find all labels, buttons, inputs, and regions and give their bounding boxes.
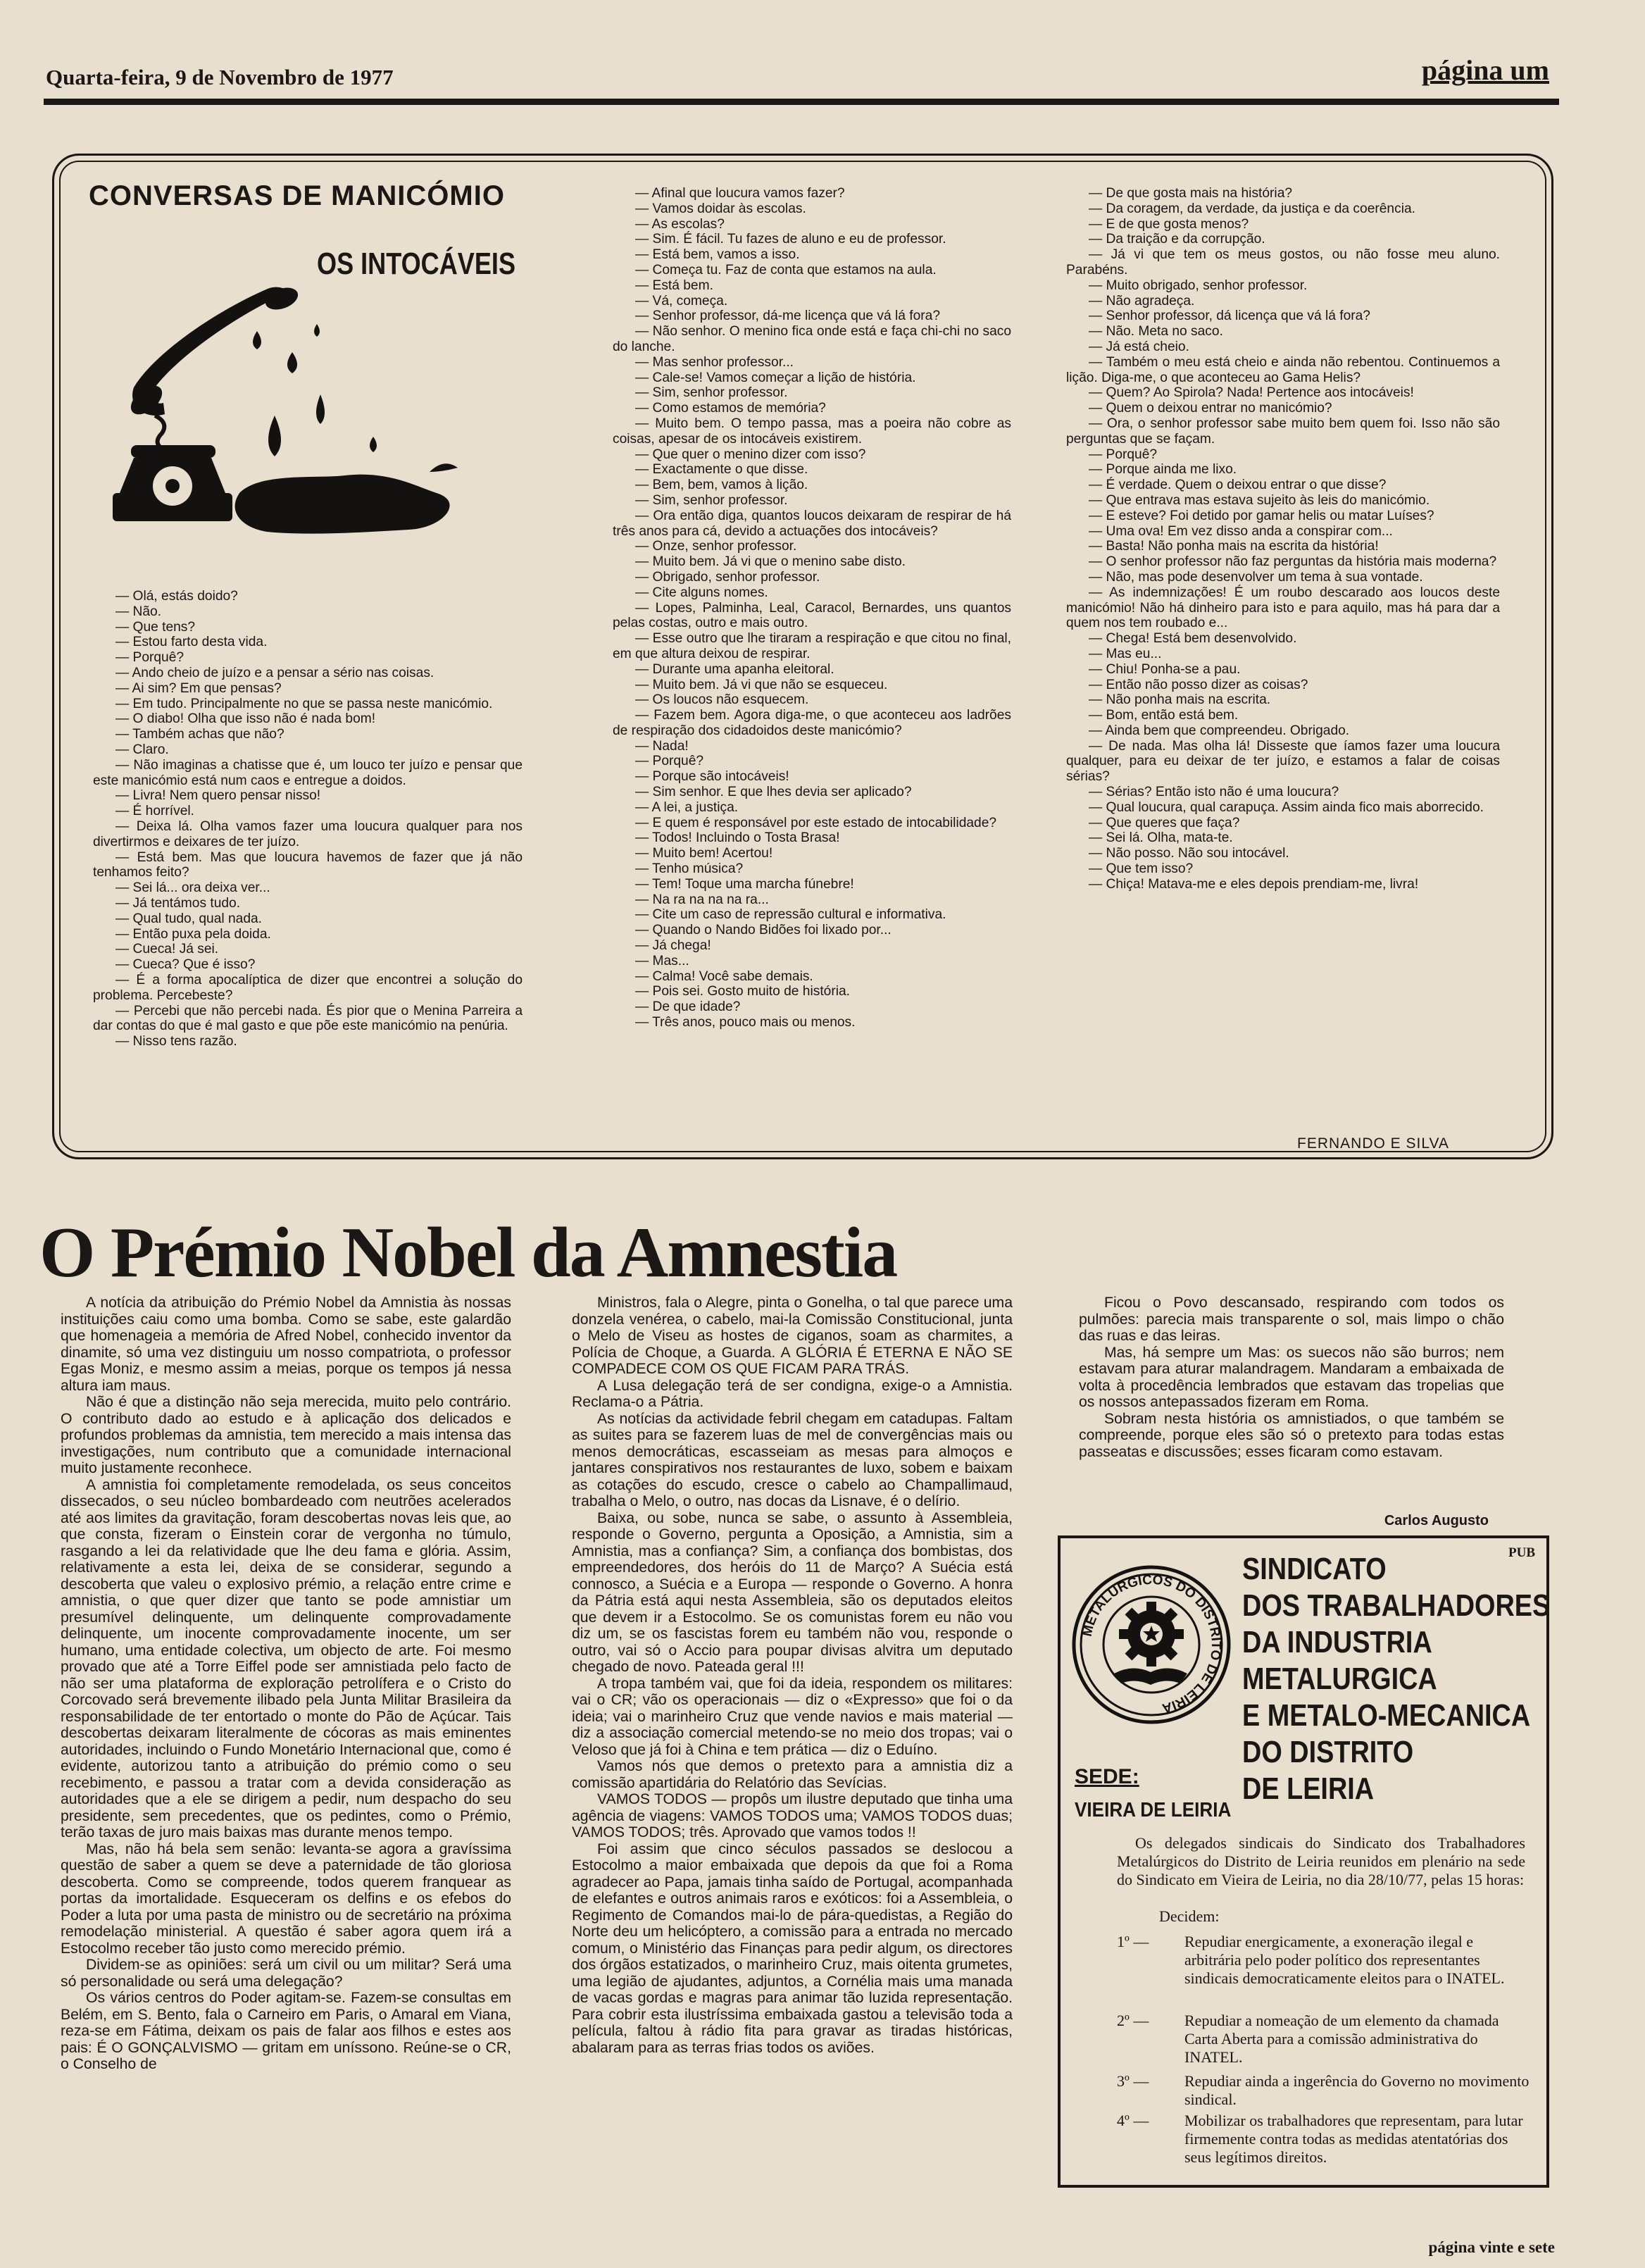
article-paragraph: Mas, há sempre um Mas: os suecos não são burros; nem estavam para aturar malandragem. Mandaram a embaixada de volta à procedência lembrados que estavam das tropelias que os nossos antepassados fizeram em Roma. [1079,1344,1504,1410]
dialogue-line: — Quem o deixou entrar no manicómio? [1089,401,1332,416]
dialogue-line: — Sim senhor. E que lhes devia ser aplicado? [635,785,912,800]
dialogue-line: — Deixa lá. Olha vamos fazer uma loucura qualquer para nos divertirmos e deixares de ter juízo. [93,818,523,849]
ad-decision-item [1117,1933,1532,1988]
article-column-3 [1079,1295,1504,1460]
ad-item-number: 4º — [1117,2112,1149,2129]
ad-title-line: DO DISTRITO [1242,1735,1414,1769]
dialogue-line: — O diabo! Olha que isso não é nada bom! [115,711,376,727]
ad-decision-item [1117,2112,1532,2167]
dialogue-line: — Sim, senhor professor. [635,492,788,508]
dialogue-line: — Mas... [635,953,689,968]
dialogue-line: — Não agradeça. [1089,293,1195,309]
dialogue-line: — Está bem. [635,278,713,293]
dialogue-line: — Senhor professor, dá-me licença que vá lá fora? [635,309,941,324]
dialogue-line: — Chega! Está bem desenvolvido. [1089,631,1297,647]
dialogue-line: — Que entrava mas estava sujeito às leis do manicómio. [1089,492,1430,508]
dialogue-line: — Porque ainda me lixo. [1089,462,1237,478]
dialogue-line: — Que tem isso? [1089,861,1194,877]
dialogue-line: — Quando o Nando Bidões foi lixado por... [635,923,892,938]
dialogue-line: — Afinal que loucura vamos fazer? [635,186,845,201]
dialogue-line: — É horrível. [115,804,194,819]
ad-title-line: METALURGICA [1242,1662,1437,1696]
dialogue-line: — Como estamos de memória? [635,401,826,416]
dialogue-line: — Sei lá... ora deixa ver... [115,880,270,896]
dialogue-line: — Claro. [115,742,169,757]
dialogue-line: — Basta! Não ponha mais na escrita da história! [1089,539,1379,554]
article-paragraph: A tropa também vai, que foi da ideia, respondem os militares: vai o CR; vão os operacionais — diz o «Expresso» que foi o da ideia; vai o marinheiro Cruz que vende navios e mais material — diz a associação comercial metendo-se no meio dos tropas; vai o Veloso que já foi à China e tem prática — diz o Eduíno. [572,1675,1013,1758]
dialogue-line: — Cale-se! Vamos começar a lição de história. [635,370,916,385]
dialogue-line: — Mas eu... [1089,646,1162,661]
dialogue-line: — Então não posso dizer as coisas? [1089,677,1308,692]
dialogue-line: — E de que gosta menos? [1089,216,1249,232]
dialogue-line: — As escolas? [635,216,725,232]
header-date: Quarta-feira, 9 de Novembro de 1977 [46,65,394,89]
dialogue-line: — Cueca! Já sei. [115,942,219,957]
dialogue-line: — Esse outro que lhe tiraram a respiração e que citou no final, em que altura deixou de respirar. [613,631,1011,661]
dialogue-line: — Durante uma apanha eleitoral. [635,661,834,677]
dialogue-line: — Está bem. Mas que loucura havemos de fazer que já não tenhamos feito? [93,849,523,880]
dialogue-line: — Todos! Incluindo o Tosta Brasa! [635,830,840,846]
ad-decide-label: Decidem: [1159,1907,1220,1925]
article-paragraph: Ministros, fala o Alegre, pinta o Gonelha, o tal que parece uma donzela venérea, o cabelo, mai-la Comissão Constitucional, junta o Melo de Viseu as hostes de ciganos, soam as charmites, a Polícia de Choque, a Guarda. A GLÓRIA É ETERNA E NÃO SE COMPADECE COM OS QUE FICAM PARA TRÁS. [572,1295,1013,1377]
dialogue-line: — Quem? Ao Spirola? Nada! Pertence aos intocáveis! [1089,385,1414,401]
ad-item-text: Mobilizar os trabalhadores que representam, para lutar firmemente contra todas as medidas atentatórias dos seus legítimos direitos. [1184,2112,1523,2166]
dialogue-line: — Livra! Nem quero pensar nisso! [115,788,321,804]
dialogue-line: — Porquê? [115,650,184,666]
dialogue-line: — Não. [115,604,162,619]
dialogue-line: — Uma ova! Em vez disso anda a conspirar com... [1089,523,1393,539]
dialogue-line: — Exactamente o que disse. [635,462,808,478]
union-emblem-icon [1070,1564,1232,1726]
dialogue-line: — Que queres que faça? [1089,815,1240,830]
dialogue-line: — Cite alguns nomes. [635,585,768,600]
dialogue-line: — Chiça! Matava-me e eles depois prendiam-me, livra! [1089,876,1419,892]
ad-title-line: DA INDUSTRIA [1242,1625,1432,1659]
dialogue-line: — Muito bem. Já vi que não se esqueceu. [635,677,888,692]
article-paragraph: A Lusa delegação terá de ser condigna, exige-o a Amnistia. Reclama-o a Pátria. [572,1377,1013,1410]
dialogue-line: — Cueca? Que é isso? [115,957,256,973]
ad-decision-item [1117,2072,1532,2109]
dialogue-line: — Também o meu está cheio e ainda não rebentou. Continuemos a lição. Diga-me, o que aconteceu ao Gama Helis? [1066,354,1500,385]
dialogue-line: — Muito obrigado, senhor professor. [1089,278,1308,293]
dialogue-line: — Olá, estás doido? [115,589,238,604]
article-paragraph: Os vários centros do Poder agitam-se. Fazem-se consultas em Belém, em S. Bento, fala o Carneiro em Paris, o Amaral em Viana, reza-se em Fátima, deixam os pais de falar aos filhos e estes aos pais: É O GONÇALVISMO — gritam em uníssono. Reúne-se o CR, o Conselho de [61,1990,511,2072]
dialogue-line: — Lopes, Palminha, Leal, Caracol, Bernardes, uns quantos pelas costas, outro e mais outro. [613,600,1011,631]
header-rule [44,99,1559,105]
article-paragraph: Baixa, ou sobe, nunca se sabe, o assunto à Assembleia, responde o Governo, pergunta a Oposição, a Amnistia, sim a Amnistia, mas a confiança? Sim, a confiança dos bombistas, dos empreendedores, dos heróis do 11 de Março? A Suécia está connosco, a Suécia e a Europa — responde o Governo. A honra da Pátria está aqui nesta Assembleia, são os deputados eleitos que devem ir a Estocolmo. Se os comunistas forem eu não vou diz um, se os fascistas forem eu também não vou, responde o outro, vai só o Accio para poupar divisas alvitra um deputado chegado de novo. Pateada geral !!! [572,1509,1013,1675]
ad-sede-place: VIEIRA DE LEIRIA [1075,1799,1232,1821]
article-paragraph: Sobram nesta história os amnistiados, o que também se compreende, porque eles são só o pretexto para todas estas passeatas e discussões; esses ficaram como estavam. [1079,1410,1504,1460]
ad-item-number: 1º — [1117,1933,1149,1950]
article-paragraph: VAMOS TODOS — propôs um ilustre deputado que tinha uma agência de viagens: VAMOS TODOS uma; VAMOS TODOS duas; VAMOS TODOS; três. Aprovado que vamos todos !! [572,1791,1013,1840]
dialogue-line: — Não imaginas a chatisse que é, um louco ter juízo e pensar que este manicómio está num caos e entregue a doidos. [93,757,523,788]
dialogue-line: — Ora então diga, quantos loucos deixaram de respirar de há três anos para cá, devido a actuações dos intocáveis? [613,508,1011,539]
dialogue-line: — Da coragem, da verdade, da justiça e da coerência. [1089,201,1415,216]
article-paragraph: As notícias da actividade febril chegam em catadupas. Faltam as suites para se fazerem luas de mel de convergências mais ou menos democráticas, escasseiam as mesas para almoços e jantares conspirativos nos restaurantes de luxo, sobem e baixam as cotações do escudo, cresce o cabelo ao Champallimaud, trabalha o Melo, o outro, nas docas da Lisnave, é o delírio. [572,1410,1013,1509]
dialogue-line: — Sérias? Então isto não é uma loucura? [1089,785,1339,800]
article-paragraph: Mas, não há bela sem senão: levanta-se agora a gravíssima questão de saber a quem se deve a paternidade de tão gloriosa descoberta. Como se compreende, todos querem franquear as portas da imortalidade. Esqueceram os delfins e os efebos do Poder a luta por uma pasta de ministro ou de secretário na próxima remodelação ministerial. A questão é saber agora quem irá a Estocolmo receber tão justo como merecido prémio. [61,1840,511,1957]
dialogue-line: — É a forma apocalíptica de dizer que encontrei a solução do problema. Percebeste? [93,972,523,1003]
dialogue-line: — Em tudo. Principalmente no que se passa neste manicómio. [115,696,493,711]
dialogue-line: — Mas senhor professor... [635,354,794,370]
telephone-illustration [106,282,549,563]
article-paragraph: A amnistia foi completamente remodelada, os seus conceitos dissecados, o seu núcleo bombardeado com neutrões acelerados até aos limites da gravitação, foram descobertas novas leis que, ao que consta, fizeram o Einstein corar de vergonha no túmulo, rasgando a lei da relatividade que lhe deu fama e glória. Assim, relativamente a esta lei, deixa de se considerar, segundo a descoberta que valeu o explosivo prémio, a relação entre crime e amnistia, o que quer dizer que tanto se pode amnistiar um presumível delinquente, um delinquente comprovadamente delinquente, um inocente comprovadamente inocente, um ser humano, uma entidade colectiva, um objecto de arte. Foi mesmo provado que até a Torre Eiffel pode ser amnistiada pelo facto de não ser uma plataforma de exploração petrolífera e o Cristo do Corcovado será brevemente ilibado pela Junta Militar Brasileira da responsabilidade de ter entortado o monte do Pão de Açúcar. Tais descobertas deixaram literalmente de cócoras as mais eminentes autoridades, incluindo o Fundo Monetário Internacional que, como é evidente, autorizou tanto a atribuição do prémio como o seu recebimento, e passou a tratar com a devida consideração as autoridades que a ele se dirigem a pedir, num despacho do seu presidente, sem precedentes, que os pedintes, como o Prémio, terão taxas de juro mais baixas mas durante menos tempo. [61,1476,511,1840]
dialogue-line: — De nada. Mas olha lá! Disseste que íamos fazer uma loucura qualquer, para eu deixar de ter juízo, e estamos a falar de coisas sérias? [1066,738,1500,785]
dialogue-line: — Três anos, pouco mais ou menos. [635,1015,856,1030]
header-page-label: página um [1421,54,1549,86]
dialogue-line: — Vá, começa. [635,293,728,309]
ad-title-line: SINDICATO [1242,1552,1387,1586]
dialogue-line: — Não ponha mais na escrita. [1089,692,1271,708]
dialogue-line: — Nisso tens razão. [115,1034,237,1049]
dialogue-line: — Não. Meta no saco. [1089,324,1223,339]
dialogue-line: — Também achas que não? [115,727,284,742]
dialogue-line: — Já chega! [635,938,711,954]
box-title: CONVERSAS DE MANICÓMIO [89,180,505,211]
ad-item-number: 2º — [1117,2012,1149,2029]
dialogue-line: — Que quer o menino dizer com isso? [635,447,866,462]
dialogue-line: — Sim, senhor professor. [635,385,788,401]
box-dialogue-column-3 [1066,186,1500,892]
article-paragraph: Foi assim que cinco séculos passados se deslocou a Estocolmo a maior embaixada que depois da que foi a Roma agradecer ao Papa, jamais tinha saído de Portugal, acompanhada de elefantes e outros animais raros e exóticos: foi a Assembleia, o Regimento de Comandos mai-lo de pára-quedistas, a Região do Norte deu um helicóptero, a comissão para a entrada no mercado comum, o Ministério das Finanças para pedir algum, os directores dos órgãos estatizados, o marinheiro Cruz, mais oitenta grumetes, uma legião de ajudantes, adjuntos, a Cornélia mais uma manada de vacas gordas e magras para animar tão luzida representação. Para cobrir esta ilustríssima embaixada gastou a televisão toda a película, faltou à rádio fita para gravar as tiradas históricas, abalaram para as terras frias todos os aviões. [572,1840,1013,2056]
dialogue-line: — Qual tudo, qual nada. [115,911,263,926]
dialogue-line: — Sei lá. Olha, mata-te. [1089,830,1233,846]
dialogue-line: — Porquê? [635,754,704,769]
ad-pub-label: PUB [1508,1545,1535,1560]
article-headline: O Prémio Nobel da Amnestia [39,1213,897,1292]
dialogue-line: — Onze, senhor professor. [635,539,797,554]
dialogue-line: — Já vi que tem os meus gostos, ou não fosse meu aluno. Parabéns. [1066,247,1500,278]
dialogue-line: — Já tentámos tudo. [115,895,241,911]
dialogue-line: — Muito bem! Acertou! [635,846,773,861]
ad-item-text: Repudiar energicamente, a exoneração ilegal e arbitrária pelo poder político dos representantes sindicais democraticamente eleitos para o INATEL. [1184,1933,1505,1987]
ad-title-line: E METALO-MECANICA [1242,1698,1531,1733]
dialogue-line: — Calma! Você sabe demais. [635,968,813,984]
dialogue-line: — Bom, então está bem. [1089,708,1239,723]
dialogue-line: — Cite um caso de repressão cultural e informativa. [635,907,946,923]
ad-item-text: Repudiar a nomeação de um elemento da chamada Carta Aberta para a comissão administrativa do INATEL. [1184,2012,1499,2066]
article-paragraph: Não é que a distinção não seja merecida, muito pelo contrário. O contributo dado ao estudo e à aplicação dos delicados e profundos problemas da amnistia, tem merecido a mais intensa das investigações, num contributo que a comunidade internacional muito justamente reconhece. [61,1394,511,1476]
article-paragraph: A notícia da atribuição do Prémio Nobel da Amnistia às nossas instituições caiu como uma bomba. Como se sabe, este galardão que homenageia a memória de Afred Nobel, conhecido inventor da dinamite, só uma vez distinguiu um nosso compatriota, o professor Egas Moniz, e mesmo assim a meias, porque os tempos já nessa altura iam maus. [61,1295,511,1394]
dialogue-line: — E esteve? Foi detido por gamar helis ou matar Luíses? [1089,508,1434,523]
article-paragraph: Ficou o Povo descansado, respirando com todos os pulmões: parecia mais transparente o sol, mais limpo o chão das ruas e das leiras. [1079,1295,1504,1344]
dialogue-line: — As indemnizações! É um roubo descarado aos loucos deste manicómio! Não há dinheiro para isto e para aquilo, mas há para dar a quem nos tem roubado e... [1066,585,1500,631]
emblem-ring-text: METALURGICOS DO DISTRITO DE LEIRIA [1080,1572,1224,1716]
dialogue-line: — Não, mas pode desenvolver um tema à sua vontade. [1089,569,1423,585]
dialogue-line: — A lei, a justiça. [635,799,739,815]
ad-sede-label: SEDE: [1075,1765,1139,1788]
dialogue-line: — Fazem bem. Agora diga-me, o que aconteceu aos ladrões de respiração dos cidadoidos deste manicómio? [613,708,1011,738]
dialogue-line: — Qual loucura, qual carapuça. Assim ainda fico mais aborrecido. [1089,799,1484,815]
dialogue-line: — Está bem, vamos a isso. [635,247,800,263]
dialogue-line: — Não posso. Não sou intocável. [1089,846,1289,861]
dialogue-line: — Ainda bem que compreendeu. Obrigado. [1089,723,1350,738]
article-paragraph: Dividem-se as opiniões: será um civil ou um militar? Será uma só personalidade ou será uma delegação? [61,1957,511,1990]
dialogue-line: — Chiu! Ponha-se a pau. [1089,661,1241,677]
dialogue-line: — Nada! [635,738,689,754]
dialogue-line: — Na ra na na na ra... [635,892,769,907]
dialogue-line: — Tem! Toque uma marcha fúnebre! [635,876,854,892]
dialogue-line: — O senhor professor não faz perguntas da história mais moderna? [1089,554,1497,570]
box-dialogue-column-2 [613,186,1011,1030]
box-author: FERNANDO E SILVA [1297,1135,1449,1152]
dialogue-line: — Tenho música? [635,861,744,877]
dialogue-line: — Da traição e da corrupção. [1089,232,1265,247]
dialogue-line: — Que tens? [115,619,196,635]
ad-title-line: DOS TRABALHADORES [1242,1588,1551,1623]
ad-intro: Os delegados sindicais do Sindicato dos Trabalhadores Metalúrgicos do Distrito de Leiria reunidos em plenário na sede do Sindicato em Vieira de Leiria, no dia 28/10/77, pelas 15 horas: [1117,1834,1525,1888]
dialogue-line: — Sim. É fácil. Tu fazes de aluno e eu de professor. [635,232,946,247]
dialogue-line: — Ai sim? Em que pensas? [115,680,282,696]
article-signature: Carlos Augusto [1384,1513,1489,1528]
dialogue-line: — Pois sei. Gosto muito de história. [635,984,850,999]
ad-decision-item [1117,2012,1532,2067]
ad-title [1242,1551,1550,1807]
dialogue-line: — De que idade? [635,999,741,1015]
dialogue-line: — Porque são intocáveis! [635,769,789,785]
union-advertisement [1058,1535,1549,2188]
box-dialogue-column-1 [93,589,523,1049]
article-column-1 [61,1295,511,2073]
dialogue-line: — Vamos doidar às escolas. [635,201,806,216]
dialogue-line: — Ando cheio de juízo e a pensar a sério nas coisas. [115,665,434,680]
article-paragraph: Vamos nós que demos o pretexto para a amnistia diz a comissão apartidária do Relatório das Sevícias. [572,1758,1013,1791]
ad-title-line: DE LEIRIA [1242,1771,1375,1806]
dialogue-line: — De que gosta mais na história? [1089,186,1293,201]
dialogue-line: — Já está cheio. [1089,339,1189,354]
dialogue-line: — Percebi que não percebi nada. És pior que o Menina Parreira a dar contas do que é mal gasto e que põe este manicómio na penúria. [93,1003,523,1034]
dialogue-line: — Ora, o senhor professor sabe muito bem quem foi. Isso não são perguntas que se façam. [1066,416,1500,447]
ad-item-text: Repudiar ainda a ingerência do Governo no movimento sindical. [1184,2072,1530,2108]
dialogue-line: — Não senhor. O menino fica onde está e faça chi-chi no saco do lanche. [613,324,1011,354]
dialogue-line: — Bem, bem, vamos à lição. [635,478,808,493]
dialogue-line: — Então puxa pela doida. [115,926,271,942]
dialogue-line: — Começa tu. Faz de conta que estamos na aula. [635,262,937,278]
dialogue-line: — Muito bem. O tempo passa, mas a poeira não cobre as coisas, apesar de os intocáveis existirem. [613,416,1011,447]
dialogue-line: — Muito bem. Já vi que o menino sabe disto. [635,554,906,570]
dialogue-line: — Estou farto desta vida. [115,635,268,650]
ad-item-number: 3º — [1117,2072,1149,2090]
article-column-2 [572,1295,1013,2056]
dialogue-line: — E quem é responsável por este estado de intocabilidade? [635,815,997,830]
dialogue-line: — Os loucos não esquecem. [635,692,809,708]
dialogue-line: — É verdade. Quem o deixou entrar o que disse? [1089,478,1387,493]
dialogue-line: — Obrigado, senhor professor. [635,569,820,585]
footer-page-label: página vinte e sete [1428,2238,1555,2256]
dialogue-line: — Porquê? [1089,447,1158,462]
dialogue-line: — Senhor professor, dá licença que vá lá fora? [1089,309,1370,324]
box-subtitle: OS INTOCÁVEIS [317,247,516,281]
